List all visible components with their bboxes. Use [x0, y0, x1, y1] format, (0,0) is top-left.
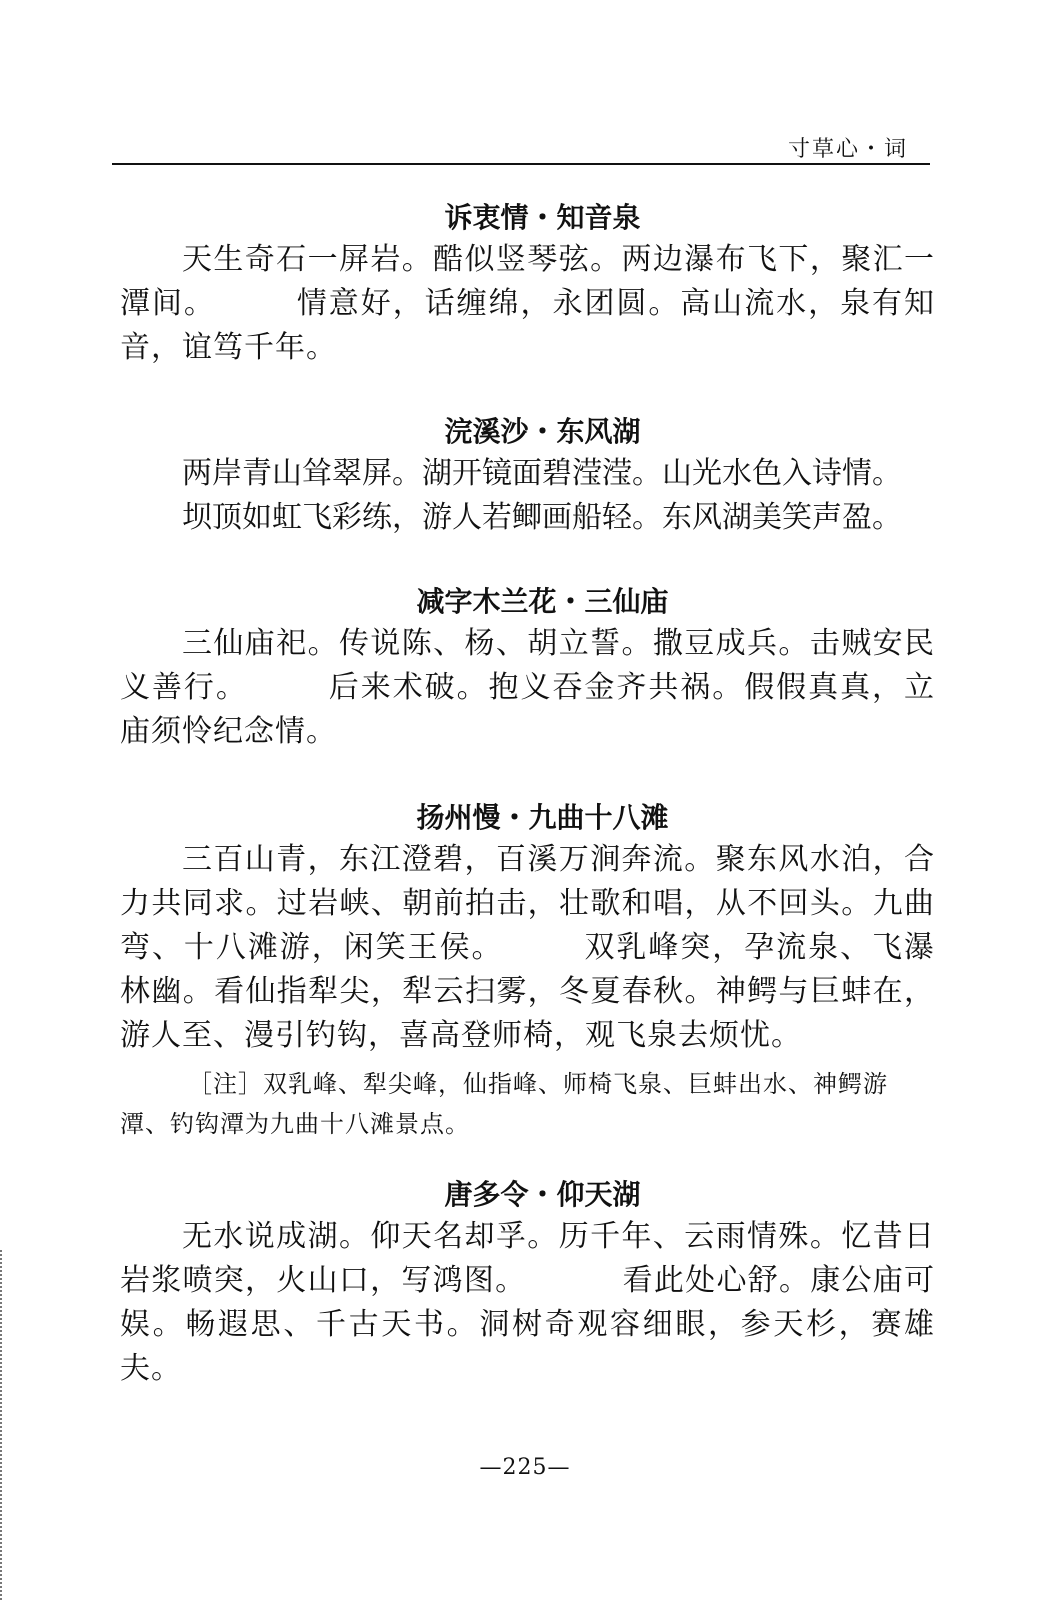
poem-body	[120, 622, 935, 754]
poem-sanxianmiao	[120, 582, 935, 754]
poem-title: 唐多令・仰天湖	[444, 1178, 641, 1211]
poem-annotation: ［注］双乳峰、犁尖峰，仙指峰、师椅飞泉、巨蚌出水、神鳄游潭、钓钩潭为九曲十八滩景点。	[120, 1070, 888, 1138]
poem-stanza-2: 后来术破。抱义吞金齐共祸。假假真真，立庙须怜纪念情。	[120, 670, 936, 749]
poem-dongfenghu	[120, 412, 935, 540]
poem-body	[120, 238, 935, 370]
poem-stanza-1: 天生奇石一屏岩。酷似竖琴弦。两边瀑布飞下，聚汇一潭间。	[120, 242, 935, 321]
poem-stanza-1: 三百山青，东江澄碧，百溪万涧奔流。聚东风水泊，合力共同求。过岩峡、朝前拍击，壮歌和唱，从不回头。九曲弯、十八滩游，闲笑王侯。	[120, 842, 935, 965]
poem-title: 扬州慢・九曲十八滩	[416, 801, 669, 834]
poem-stanza-1: 两岸青山耸翠屏。湖开镜面碧滢滢。山光水色入诗情。	[182, 456, 902, 491]
poem-stanza-2: 双乳峰突，孕流泉、飞瀑林幽。看仙指犁尖，犁云扫雾，冬夏春秋。神鳄与巨蚌在，游人至、漫引钓钩，喜高登师椅，观飞泉去烦忧。	[120, 930, 936, 1053]
poem-stanza-2: 情意好，话缠绵，永团圆。高山流水，泉有知音，谊笃千年。	[120, 286, 936, 365]
running-header: 寸草心・词	[787, 137, 908, 162]
poem-title: 浣溪沙・东风湖	[444, 415, 641, 448]
poem-title: 减字木兰花・三仙庙	[416, 585, 669, 618]
poem-body	[120, 1215, 935, 1391]
poem-zhiyinquan	[120, 198, 935, 370]
poem-stanza-2: 坝顶如虹飞彩练，游人若鲫画船轻。东风湖美笑声盈。	[182, 500, 902, 535]
scan-edge-mark	[0, 1250, 8, 1600]
poem-jiuqushibatan	[120, 798, 935, 1144]
poem-title: 诉衷情・知音泉	[444, 201, 641, 234]
poem-stanza-1: 无水说成湖。仰天名却孚。历千年、云雨情殊。忆昔日岩浆喷突，火山口，写鸿图。	[120, 1219, 935, 1298]
poem-stanza-1: 三仙庙祀。传说陈、杨、胡立誓。撒豆成兵。击贼安民义善行。	[120, 626, 935, 705]
header-rule	[112, 163, 930, 165]
poem-stanza-2: 看此处心舒。康公庙可娱。畅遐思、千古天书。洞树奇观容细眼，参天杉，赛雄夫。	[120, 1263, 936, 1386]
page-number: —225—	[479, 1455, 571, 1480]
poem-yangtianhu	[120, 1175, 935, 1391]
poem-body	[120, 838, 935, 1058]
